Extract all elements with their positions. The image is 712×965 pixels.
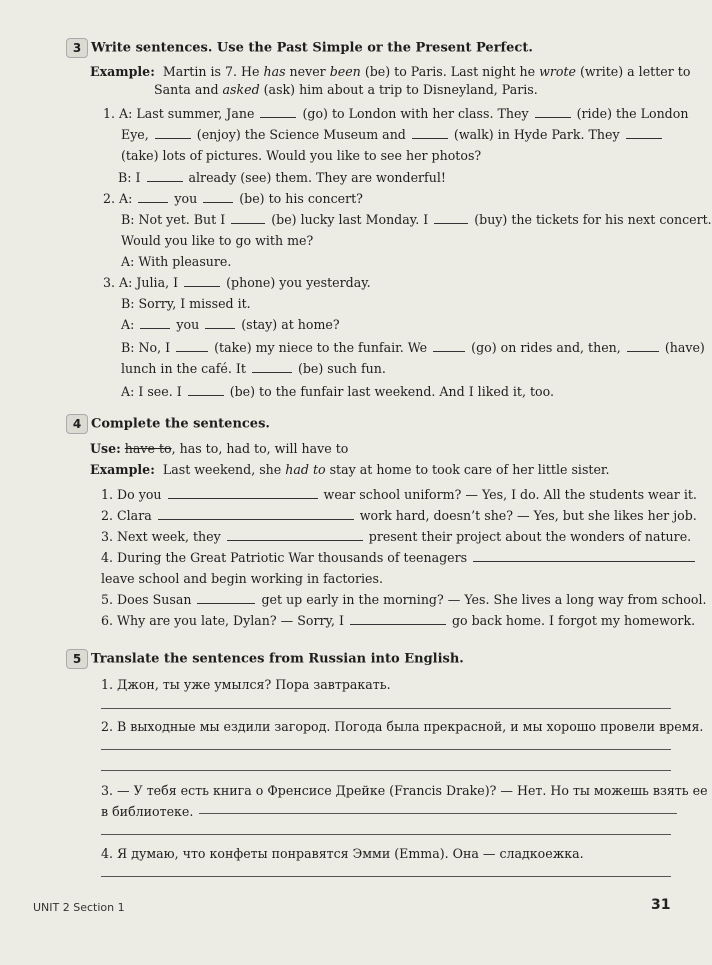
answer-blank[interactable] — [176, 340, 208, 352]
text: 5. Does Susan — [101, 592, 192, 607]
answer-line[interactable] — [199, 813, 677, 814]
answer-blank[interactable] — [626, 127, 662, 139]
text: (be) lucky last Monday. I — [271, 212, 429, 227]
example-text: Last weekend, she — [162, 462, 286, 477]
example-text: (ask) him about a trip to Disneyland, Paris. — [259, 82, 538, 97]
text: (have) — [664, 340, 705, 355]
text: leave school and begin working in factories. — [101, 571, 383, 586]
ex3-line — [121, 233, 313, 248]
text: (be) to the funfair last weekend. And I liked it, too. — [229, 384, 554, 399]
ex3-line — [103, 170, 446, 185]
ex3-line — [121, 317, 340, 332]
ex3-line — [121, 148, 481, 163]
text: work hard, doesn’t she? — Yes, but she likes her job. — [359, 508, 697, 523]
text: wear school uniform? — Yes, I do. All the students wear it. — [323, 487, 697, 502]
example-italic: been — [329, 64, 361, 79]
text: 2. Clara — [101, 508, 152, 523]
exercise-4-example — [90, 462, 610, 477]
ex4-sentence — [101, 550, 697, 565]
text: (enjoy) the Science Museum and — [196, 127, 406, 142]
ex5-sentence-1: 1. Джон, ты уже умылся? Пора завтракать. — [101, 677, 391, 692]
text: you — [174, 191, 198, 206]
text: Would you like to go with me? — [121, 233, 314, 248]
ex4-sentence — [101, 571, 383, 586]
answer-blank[interactable] — [197, 592, 255, 604]
ex4-sentence — [101, 613, 695, 628]
text: B: Not yet. But I — [121, 212, 226, 227]
answer-blank[interactable] — [412, 127, 448, 139]
text: already (see) them. They are wonderful! — [188, 170, 446, 185]
example-text: stay at home to took care of her little sister. — [325, 462, 610, 477]
answer-blank[interactable] — [155, 127, 191, 139]
text: 1. Do you — [101, 487, 162, 502]
answer-blank[interactable] — [627, 340, 659, 352]
answer-blank[interactable] — [188, 384, 224, 396]
exercise-5-heading — [66, 649, 464, 669]
example-label: Example: — [90, 462, 155, 477]
example-text: (write) a letter to — [576, 64, 691, 79]
answer-blank[interactable] — [203, 191, 233, 203]
text: 1. A: Last summer, Jane — [103, 106, 255, 121]
example-text: Santa and — [154, 82, 223, 97]
exercise-4-title: Complete the sentences. — [91, 416, 270, 432]
example-italic: had to — [285, 462, 326, 477]
ex5-sentence-3: 3. — У тебя есть книга о Френсисе Дрейке (Francis Drake)? — Нет. Но ты можешь взять ее — [101, 783, 708, 798]
use-options: , has to, had to, will have to — [171, 441, 349, 456]
ex3-line — [103, 191, 363, 206]
answer-blank[interactable] — [184, 275, 220, 287]
text: B: No, I — [121, 340, 171, 355]
exercise-4-use-line — [90, 441, 348, 456]
exercise-3-title: Write sentences. Use the Past Simple or the Present Perfect. — [91, 40, 533, 56]
exercise-5-title: Translate the sentences from Russian into English. — [91, 651, 464, 667]
text: 2. A: — [103, 191, 133, 206]
answer-blank[interactable] — [473, 550, 695, 562]
ex5-sentence-2: 2. В выходные мы ездили загород. Погода была прекрасной, и мы хорошо провели время. — [101, 719, 704, 734]
example-italic: has — [263, 64, 286, 79]
answer-blank[interactable] — [227, 529, 363, 541]
answer-line[interactable] — [101, 770, 671, 771]
exercise-3-number: 3 — [66, 38, 88, 58]
text: get up early in the morning? — Yes. She lives a long way from school. — [261, 592, 707, 607]
text: в библиотеке. — [101, 804, 194, 819]
text: (be) such fun. — [297, 361, 386, 376]
text: (phone) you yesterday. — [226, 275, 371, 290]
example-text: Martin is 7. He — [162, 64, 264, 79]
exercise-4-heading — [66, 414, 270, 434]
answer-blank[interactable] — [252, 361, 292, 373]
ex4-sentence — [101, 508, 697, 523]
exercise-3-example-line-2 — [154, 82, 538, 97]
ex3-line — [121, 254, 231, 269]
answer-blank[interactable] — [350, 613, 446, 625]
text: (buy) the tickets for his next concert. — [474, 212, 712, 227]
exercise-4-number: 4 — [66, 414, 88, 434]
text: present their project about the wonders of nature. — [368, 529, 692, 544]
answer-line[interactable] — [101, 834, 671, 835]
ex3-line — [121, 296, 251, 311]
answer-blank[interactable] — [231, 212, 265, 224]
ex3-line — [121, 212, 712, 227]
ex4-sentence — [101, 487, 697, 502]
use-label: Use: — [90, 441, 121, 456]
answer-blank[interactable] — [147, 170, 183, 182]
footer-unit-section: UNIT 2 Section 1 — [33, 901, 125, 914]
page-number: 31 — [651, 897, 671, 913]
text: (take) my niece to the funfair. We — [214, 340, 428, 355]
exercise-3-example-line-1 — [90, 64, 690, 79]
answer-blank[interactable] — [260, 106, 296, 118]
answer-blank[interactable] — [535, 106, 571, 118]
exercise-5-number: 5 — [66, 649, 88, 669]
text: 4. During the Great Patriotic War thousands of teenagers — [101, 550, 468, 565]
text: 3. Next week, they — [101, 529, 221, 544]
answer-blank[interactable] — [168, 487, 318, 499]
answer-line[interactable] — [101, 876, 671, 877]
ex4-sentence — [101, 529, 691, 544]
text: Eye, — [121, 127, 149, 142]
ex3-line — [103, 106, 688, 121]
answer-blank[interactable] — [205, 317, 235, 329]
text: B: Sorry, I missed it. — [121, 296, 251, 311]
text: 6. Why are you late, Dylan? — Sorry, I — [101, 613, 344, 628]
ex5-sentence-3-cont — [101, 804, 677, 819]
ex3-line — [121, 361, 386, 376]
example-italic: asked — [222, 82, 260, 97]
answer-blank[interactable] — [140, 317, 170, 329]
answer-blank[interactable] — [434, 212, 468, 224]
text: you — [176, 317, 200, 332]
text: A: With pleasure. — [121, 254, 232, 269]
ex3-line — [121, 384, 554, 399]
exercise-3-heading — [66, 38, 533, 58]
text: (walk) in Hyde Park. They — [453, 127, 620, 142]
answer-blank[interactable] — [433, 340, 465, 352]
example-italic: wrote — [539, 64, 576, 79]
text: (go) to London with her class. They — [302, 106, 529, 121]
text: (go) on rides and, then, — [471, 340, 621, 355]
ex3-line — [121, 127, 664, 142]
ex3-line — [121, 340, 705, 355]
answer-line[interactable] — [101, 708, 671, 709]
ex5-sentence-4: 4. Я думаю, что конфеты понравятся Эмми (Emma). Она — сладкоежка. — [101, 846, 584, 861]
text: B: I — [118, 170, 141, 185]
text: A: I see. I — [121, 384, 182, 399]
ex4-sentence — [101, 592, 707, 607]
text: (take) lots of pictures. Would you like to see her photos? — [121, 148, 482, 163]
text: (ride) the London — [576, 106, 689, 121]
text: go back home. I forgot my homework. — [451, 613, 696, 628]
text: (be) to his concert? — [239, 191, 363, 206]
example-text: never — [285, 64, 330, 79]
ex3-line — [103, 275, 371, 290]
example-text: (be) to Paris. Last night he — [360, 64, 540, 79]
answer-blank[interactable] — [138, 191, 168, 203]
text: A: — [121, 317, 135, 332]
example-label: Example: — [90, 64, 155, 79]
text: (stay) at home? — [241, 317, 340, 332]
answer-blank[interactable] — [158, 508, 354, 520]
answer-line[interactable] — [101, 749, 671, 750]
text: lunch in the café. It — [121, 361, 246, 376]
crossed-out-option: have to — [124, 441, 172, 456]
text: 3. A: Julia, I — [103, 275, 179, 290]
